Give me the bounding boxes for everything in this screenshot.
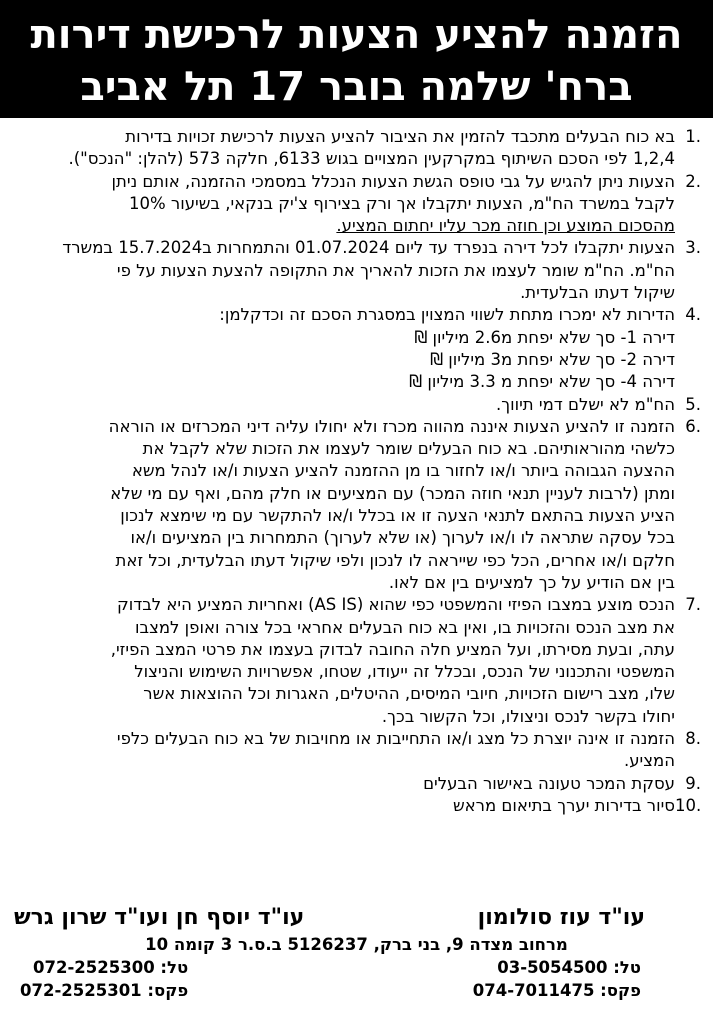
item-line: את מצב הנכס והזכויות בו, ואין בא כוח הבעלים אחראי בכל צורה ואופן למצבו bbox=[135, 617, 675, 637]
item-text bbox=[10, 171, 675, 238]
item-text bbox=[10, 728, 675, 773]
item-text bbox=[10, 773, 675, 795]
item-line: בכל עסקה שתראה לו ו/או לערוך (או שלא לערוך) התמחרות בין המציעים ו/או bbox=[130, 528, 675, 548]
item-number: 7. bbox=[685, 595, 701, 615]
item-line: דירה 1- סך שלא יפחת מ2.6 מיליון ₪ bbox=[414, 327, 675, 347]
item-line: כלשהי מהוראותיהם. בא כוח הבעלים שומר לעצמו את הזכות שלא לקבל את bbox=[142, 439, 675, 459]
item-line: 1,2,4 לפי הסכם השיתוף במקרקעין המצויים בגוש 6133, חלקה 573 (להלן: "הנכס"). bbox=[68, 149, 675, 169]
item-text bbox=[10, 237, 675, 304]
list-item bbox=[10, 394, 701, 416]
header-banner bbox=[0, 0, 713, 118]
left-fax: פקס: 072-2525301 bbox=[20, 981, 189, 1000]
item-line: שלו, מצב רישום הזכויות, חיובי המיסים, ההיטלים, האגרות וכל ההוצאות אשר bbox=[143, 684, 675, 704]
terms-list bbox=[0, 118, 713, 817]
list-item bbox=[10, 237, 701, 304]
list-item bbox=[10, 416, 701, 594]
item-line: הזמנה זו אינה יוצרת כל מצג ו/או התחייבות או מחויבות של בא כוח הבעלים כלפי bbox=[116, 729, 675, 749]
item-number: 4. bbox=[685, 305, 701, 325]
item-line: דירה 2- סך שלא יפחת מ3 מיליון ₪ bbox=[430, 349, 675, 369]
list-item bbox=[10, 773, 701, 795]
item-text bbox=[10, 394, 675, 416]
item-number: 6. bbox=[685, 416, 701, 436]
item-line: בין אם הודיע על כך למציעים בין אם לאו. bbox=[388, 572, 675, 592]
item-number: 5. bbox=[685, 394, 701, 414]
signature-block bbox=[0, 904, 713, 1002]
item-line: הדירות לא ימכרו מתחת לשווי המצוין במסגרת הסכם זה וכדקלמן: bbox=[219, 305, 675, 325]
item-line: הזמנה זו להציע הצעות איננה מהווה מכרז ולא יחולו עליה דיני המכרזים או הוראה bbox=[108, 416, 675, 436]
item-text bbox=[10, 594, 675, 728]
item-line: בא כוח הבעלים מתכבד להזמין את הציבור להציע הצעות לרכישת זכויות בדירות bbox=[125, 127, 675, 146]
item-line: מהסכום המוצע וכן חוזה מכר עליו יחתום המציע. bbox=[336, 216, 675, 236]
item-line: לקבל במשרד הח"מ, הצעות יתקבלו אך ורק בצירוף צ'יק בנקאי, בשיעור 10% bbox=[128, 193, 675, 213]
item-line: חלקם ו/או אחרים, הכל כפי שייראה לו לנכון ולפי שיקול דעתו הבלעדית, וכל זאת bbox=[115, 550, 675, 570]
item-text bbox=[10, 304, 675, 393]
item-line: עתה, ובעת מסירתו, ועל המציע חלה החובה לבדוק בעצמו את פרטי המצב הפיזי, bbox=[110, 639, 675, 659]
item-line: סיור בדירות יערך בתיאום מראש bbox=[452, 795, 675, 815]
attorney-name-left: עו"ד יוסף חן ועו"ד שרון גרש bbox=[14, 905, 305, 930]
right-phone: טל: 03-5054500 bbox=[497, 958, 641, 977]
item-number: 9. bbox=[685, 773, 701, 793]
list-item bbox=[10, 594, 701, 728]
item-line: הצעות יתקבלו לכל דירה בנפרד עד ליום 01.07.2024 והתמחרות ב15.7.2024 במשרד bbox=[62, 238, 675, 258]
item-text bbox=[10, 416, 675, 594]
item-number: 3. bbox=[685, 238, 701, 258]
item-number: 8. bbox=[685, 729, 701, 749]
item-line: הח"מ. הח"מ שומר לעצמו את הזכות להאריך את התקופה להצעת הצעות על פי bbox=[116, 260, 675, 280]
left-phone: טל: 072-2525300 bbox=[33, 958, 189, 977]
item-line: דירה 4- סך שלא יפחת מ 3.3 מיליון ₪ bbox=[409, 372, 675, 392]
list-item bbox=[10, 728, 701, 773]
item-line: ההצעה הגבוהה ביותר ו/או לחזור בו מן ההזמנה להציע הצעות ו/או לנהל משא bbox=[131, 461, 675, 481]
item-number: 1. bbox=[685, 127, 701, 146]
right-fax: פקס: 074-7011475 bbox=[472, 981, 641, 1000]
list-item bbox=[10, 304, 701, 393]
list-item bbox=[10, 171, 701, 238]
item-number: 2. bbox=[685, 171, 701, 191]
attorney-name-right: עו"ד עוז סולומון bbox=[477, 905, 645, 930]
list-item bbox=[10, 126, 701, 171]
item-text bbox=[10, 795, 675, 817]
list-item bbox=[10, 795, 701, 817]
item-number: 10. bbox=[675, 795, 702, 815]
headline-line-1: הזמנה להציע הצעות לרכישת דירות bbox=[30, 12, 683, 58]
office-address: מרחוב מצדה 9, בני ברק, 5126237 ב.ס.ר 3 קומה 10 bbox=[145, 935, 568, 954]
item-line: שיקול דעתו הבלעדית. bbox=[520, 283, 675, 303]
item-line: המציע. bbox=[623, 751, 675, 771]
item-line: יחולו בקשר לנכס וניצולו, וכל הקשור בכך. bbox=[381, 706, 675, 726]
headline-line-2: ברח' שלמה בובר 17 תל אביב bbox=[80, 64, 633, 110]
item-text bbox=[10, 126, 675, 171]
item-line: המשפטי והתכנוני של הנכס, ובכלל זה ייעודו, שטחו, אפשרויות השימוש והניצול bbox=[134, 662, 675, 682]
item-line: הציע הצעות בהתאם לתנאי הצעה זו או בכלל ו/או להתקשר עם מי שימצא לנכון bbox=[120, 506, 675, 526]
item-line: הנכס מוצע במצבו הפיזי והמשפטי כפי שהוא (AS IS) ואחריות המציע היא לבדוק bbox=[117, 595, 675, 615]
item-line: עסקת המכר טעונה באישור הבעלים bbox=[423, 773, 675, 793]
item-line: הח"מ לא ישלם דמי תיווך. bbox=[496, 394, 675, 414]
item-line: הצעות ניתן להגיש על גבי טופס הגשת הצעות הנכלל במסמכי ההזמנה, אותם ניתן bbox=[111, 171, 675, 191]
item-line: ומתן (לרבות לעניין תנאי חוזה המכר) עם המציעים או חלק מהם, ואף עם מי שלא bbox=[110, 483, 675, 503]
